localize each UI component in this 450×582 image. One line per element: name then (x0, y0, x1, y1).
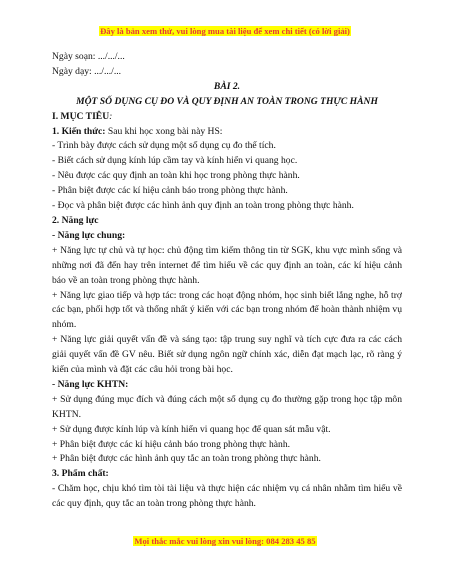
teaching-date: Ngày dạy: .../.../... (52, 65, 122, 77)
science-competence-item: + Sử dụng được kính lúp và kính hiển vi quang học để quan sát mẫu vật. (52, 423, 331, 435)
document-body (52, 50, 402, 512)
lesson-number: BÀI 2. (213, 80, 241, 92)
knowledge-item: - Phân biệt được các kí hiệu cảnh báo trong phòng thực hành. (52, 185, 288, 197)
section-objectives-title: I. MỤC TIÊU (52, 110, 110, 122)
competence-heading: 2. Năng lực (52, 214, 99, 226)
knowledge-intro (52, 125, 402, 140)
knowledge-item: - Biết cách sử dụng kính lúp cầm tay và kính hiển vi quang học. (52, 155, 298, 167)
knowledge-item: - Đọc và phân biệt được các hình ảnh quy định an toàn trong phòng thực hành. (52, 200, 354, 212)
knowledge-item: - Trình bày được cách sử dụng một số dụng cụ đo thể tích. (52, 140, 276, 152)
top-preview-banner (0, 26, 450, 36)
general-competence-item: + Năng lực giải quyết vấn đề và sáng tạo: tập trung suy nghĩ và tích cực đưa ra các cách giải quyết vấn đề GV nêu. Biết sử dụng ngôn ngữ chính xác, diễn đạt mạch lạc, rõ ràng ý kiến của mình và đặt các câu hỏi trong bài học. (52, 334, 402, 376)
science-competence-heading: - Năng lực KHTN: (52, 378, 129, 390)
knowledge-text: Sau khi học xong bài này HS: (105, 125, 223, 137)
top-banner-text: Đây là bản xem thử, vui lòng mua tài liệu để xem chi tiết (có lời giải) (100, 26, 350, 36)
section-objectives-heading (52, 110, 402, 125)
science-competence-item: + Sử dụng đúng mục đích và đúng cách một số dụng cụ đo thường gặp trong học tập môn KHTN. (52, 393, 402, 420)
qualities-item: - Chăm học, chịu khó tìm tòi tài liệu và thực hiện các nhiệm vụ cá nhân nhằm tìm hiểu về các quy định, quy tắc an toàn trong phòng thực hành. (52, 483, 402, 510)
general-competence-item: + Năng lực giao tiếp và hợp tác: trong các hoạt động nhóm, học sinh biết lắng nghe, hỗ trợ các bạn, phối hợp tốt và thống nhất ý kiến với các bạn trong nhóm để hoàn thành nhiệm vụ nhóm. (52, 289, 402, 331)
lesson-title: MỘT SỐ DỤNG CỤ ĐO VÀ QUY ĐỊNH AN TOÀN TRONG THỰC HÀNH (76, 95, 378, 107)
knowledge-item: - Nêu được các quy định an toàn khi học trong phòng thực hành. (52, 170, 300, 182)
science-competence-item: + Phân biệt được các kí hiệu cảnh báo trong phòng thực hành. (52, 438, 291, 450)
science-competence-item: + Phân biệt được các hình ảnh quy tắc an toàn trong phòng thực hành. (52, 453, 321, 465)
preparation-date: Ngày soạn: .../.../... (52, 51, 125, 62)
qualities-heading: 3. Phẩm chất: (52, 468, 109, 480)
bottom-banner-text: Mọi thắc mắc vui lòng xin vui lòng: 084 283 45 85 (134, 536, 316, 546)
section-objectives-colon: : (109, 110, 113, 122)
general-competence-heading: - Năng lực chung: (52, 229, 126, 241)
bottom-contact-banner (0, 536, 450, 546)
knowledge-label: 1. Kiến thức: (52, 125, 106, 137)
general-competence-item: + Năng lực tự chủ và tự học: chủ động tìm kiếm thông tin từ SGK, khu vực mình sống và những nơi đã đến hay trên internet để tìm hiểu về các quy định an toàn, các kí hiệu cảnh báo về an toàn trong phòng thực hành. (52, 244, 402, 286)
